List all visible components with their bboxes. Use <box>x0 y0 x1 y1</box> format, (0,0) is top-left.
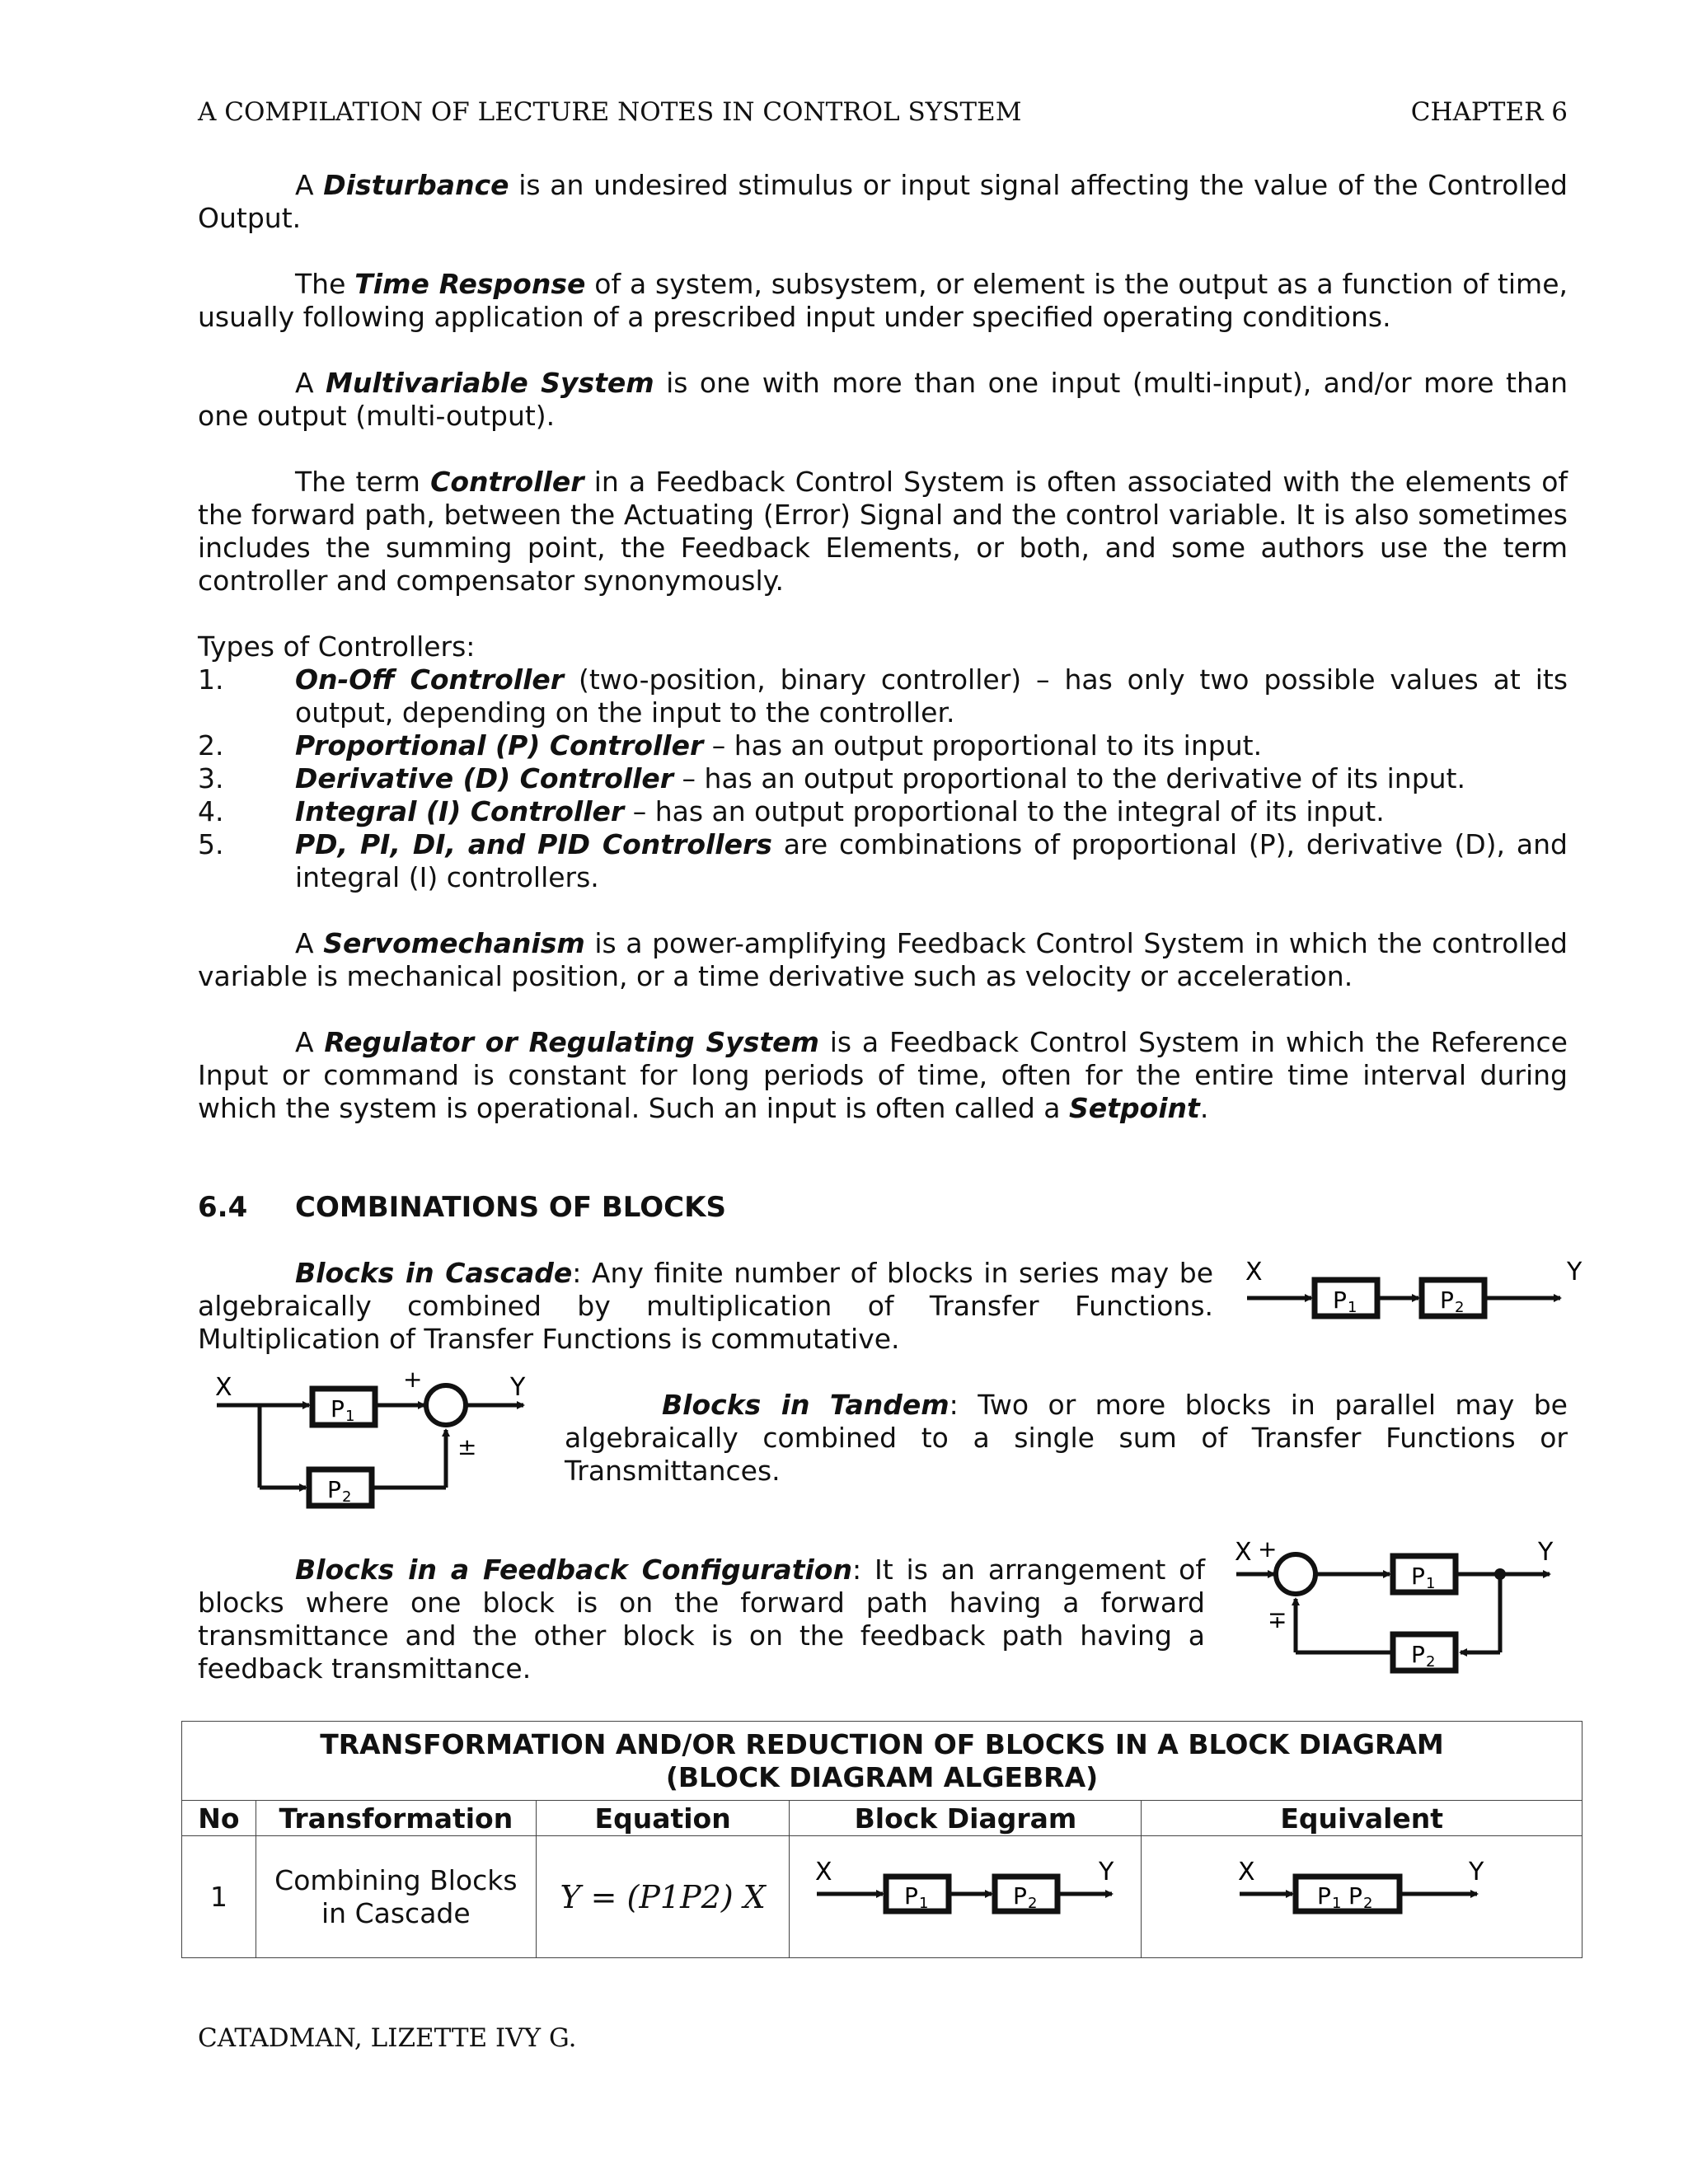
term-multivariable: Multivariable System <box>326 367 654 399</box>
table-title: TRANSFORMATION AND/OR REDUCTION OF BLOCKS IN A BLOCK DIAGRAM (BLOCK DIAGRAM ALGEBRA) <box>182 1722 1582 1801</box>
summing-junction <box>426 1385 466 1425</box>
block-algebra-table <box>181 1721 1582 1958</box>
svg-text:1: 1 <box>919 1894 929 1912</box>
list-item: 3. Derivative (D) Controller – has an output proportional to the derivative of its input. <box>198 762 1465 794</box>
svg-text:1: 1 <box>345 1408 355 1425</box>
cascade-y-label: Y <box>1567 1258 1582 1286</box>
cascade-x-label: X <box>1245 1258 1263 1286</box>
svg-text:Y: Y <box>1469 1857 1484 1886</box>
paragraph-servomechanism: A Servomechanism is a power-amplifying Feedback Control System in which the controlled variable is mechanical position, or a time derivative such as velocity or acceleration. <box>198 927 1568 992</box>
table-row <box>182 1836 1582 1958</box>
svg-text:X: X <box>215 1373 232 1402</box>
term-setpoint: Setpoint <box>1069 1092 1200 1124</box>
svg-text:1: 1 <box>1426 1575 1436 1592</box>
row-block-diagram <box>790 1836 1142 1958</box>
svg-text:P: P <box>1333 1286 1347 1314</box>
paragraph-blocks-cascade: Blocks in Cascade: Any finite number of blocks in series may be algebraically combined by multiplication of Transfer Functions. Multiplication of Transfer Functions is commutative. <box>198 1257 1214 1355</box>
svg-text:P: P <box>331 1395 345 1422</box>
svg-text:P: P <box>1317 1882 1332 1910</box>
list-item: 4. Integral (I) Controller – has an output proportional to the integral of its input. <box>198 795 1385 827</box>
row-number: 1 <box>182 1836 256 1958</box>
svg-text:X: X <box>1238 1857 1255 1886</box>
svg-text:2: 2 <box>1455 1299 1465 1316</box>
controller-types-heading: Types of Controllers: <box>198 630 476 663</box>
svg-text:Y: Y <box>510 1373 526 1402</box>
svg-text:+: + <box>1258 1537 1278 1563</box>
column-header: Transformation <box>256 1801 536 1836</box>
term-disturbance: Disturbance <box>323 169 509 201</box>
column-header: Equation <box>536 1801 790 1836</box>
svg-text:P: P <box>1013 1882 1028 1910</box>
svg-text:2: 2 <box>1363 1894 1373 1912</box>
running-header-title: A COMPILATION OF LECTURE NOTES IN CONTROL SYSTEM <box>198 97 1022 127</box>
column-header: No <box>182 1801 256 1836</box>
summing-junction <box>1276 1554 1315 1594</box>
list-item: 5. PD, PI, DI, and PID Controllers are combinations of proportional (P), derivative (D), and integral (I) controllers. <box>198 828 1568 893</box>
paragraph-disturbance: A Disturbance is an undesired stimulus or input signal affecting the value of the Controlled Output. <box>198 169 1568 234</box>
row-equation: Y = (P1P2) X <box>536 1836 790 1958</box>
svg-text:2: 2 <box>1426 1653 1436 1671</box>
controller-types-list <box>198 630 1568 894</box>
tandem-diagram <box>210 1372 540 1521</box>
footer-author: CATADMAN, LIZETTE IVY G. <box>198 2023 577 2053</box>
svg-text:P: P <box>1411 1641 1425 1668</box>
list-item: 1. On-Off Controller (two-position, binary controller) – has only two possible values at its output, depending on the input to the controller. <box>198 663 1568 729</box>
svg-text:P: P <box>327 1476 341 1503</box>
term-regulator: Regulator or Regulating System <box>324 1026 819 1058</box>
paragraph-blocks-tandem: Blocks in Tandem: Two or more blocks in parallel may be algebraically combined to a single sum of Transfer Functions or Transmittances. <box>565 1389 1568 1487</box>
cascade-block-diagram <box>800 1857 1130 1931</box>
column-header: Equivalent <box>1142 1801 1582 1836</box>
running-header-chapter: CHAPTER 6 <box>1410 97 1568 127</box>
svg-text:∓: ∓ <box>1268 1606 1287 1633</box>
equivalent-block-diagram <box>1230 1857 1493 1931</box>
paragraph-multivariable: A Multivariable System is one with more than one input (multi-input), and/or more than one output (multi-output). <box>198 367 1568 432</box>
paragraph-controller: The term Controller in a Feedback Control System is often associated with the elements of the forward path, between the Actuating (Error) Signal and the control variable. It is also sometimes includes the summing point, the Feedback Elements, or both, and some authors use the term controller and compensator synonymously. <box>198 466 1568 597</box>
svg-text:Y: Y <box>1099 1857 1114 1886</box>
cascade-diagram <box>1240 1257 1587 1339</box>
svg-text:±: ± <box>457 1433 477 1460</box>
svg-text:P: P <box>1411 1563 1425 1590</box>
section-heading: 6.4 COMBINATIONS OF BLOCKS <box>198 1191 726 1224</box>
svg-text:1: 1 <box>1348 1299 1357 1316</box>
svg-text:P: P <box>904 1882 919 1910</box>
svg-text:P: P <box>1348 1882 1363 1910</box>
svg-text:Y: Y <box>1538 1538 1554 1567</box>
row-transformation: Combining Blocks in Cascade <box>256 1836 536 1958</box>
paragraph-regulator: A Regulator or Regulating System is a Feedback Control System in which the Reference Input or command is constant for long periods of time, often for the entire time interval during which the system is operational. Such an input is often called a Setpoint. <box>198 1026 1568 1124</box>
svg-text:2: 2 <box>1028 1894 1038 1912</box>
svg-text:2: 2 <box>342 1488 352 1506</box>
feedback-diagram <box>1228 1537 1574 1685</box>
svg-text:P: P <box>1440 1286 1454 1314</box>
list-item: 2. Proportional (P) Controller – has an output proportional to its input. <box>198 729 1263 762</box>
term-controller: Controller <box>430 466 584 498</box>
row-equivalent <box>1142 1836 1582 1958</box>
paragraph-blocks-feedback: Blocks in a Feedback Configuration: It is an arrangement of blocks where one block is on the forward path having a forward transmittance and the other block is on the feedback path having a feedback transmittance. <box>198 1554 1205 1685</box>
svg-text:1: 1 <box>1332 1894 1342 1912</box>
paragraph-time-response: The Time Response of a system, subsystem, or element is the output as a function of time, usually following application of a prescribed input under specified operating conditions. <box>198 268 1568 333</box>
column-header: Block Diagram <box>790 1801 1142 1836</box>
svg-text:X: X <box>1235 1538 1252 1567</box>
term-time-response: Time Response <box>354 268 586 300</box>
svg-text:+: + <box>403 1372 423 1393</box>
svg-text:X: X <box>815 1857 832 1886</box>
term-servomechanism: Servomechanism <box>323 927 585 959</box>
